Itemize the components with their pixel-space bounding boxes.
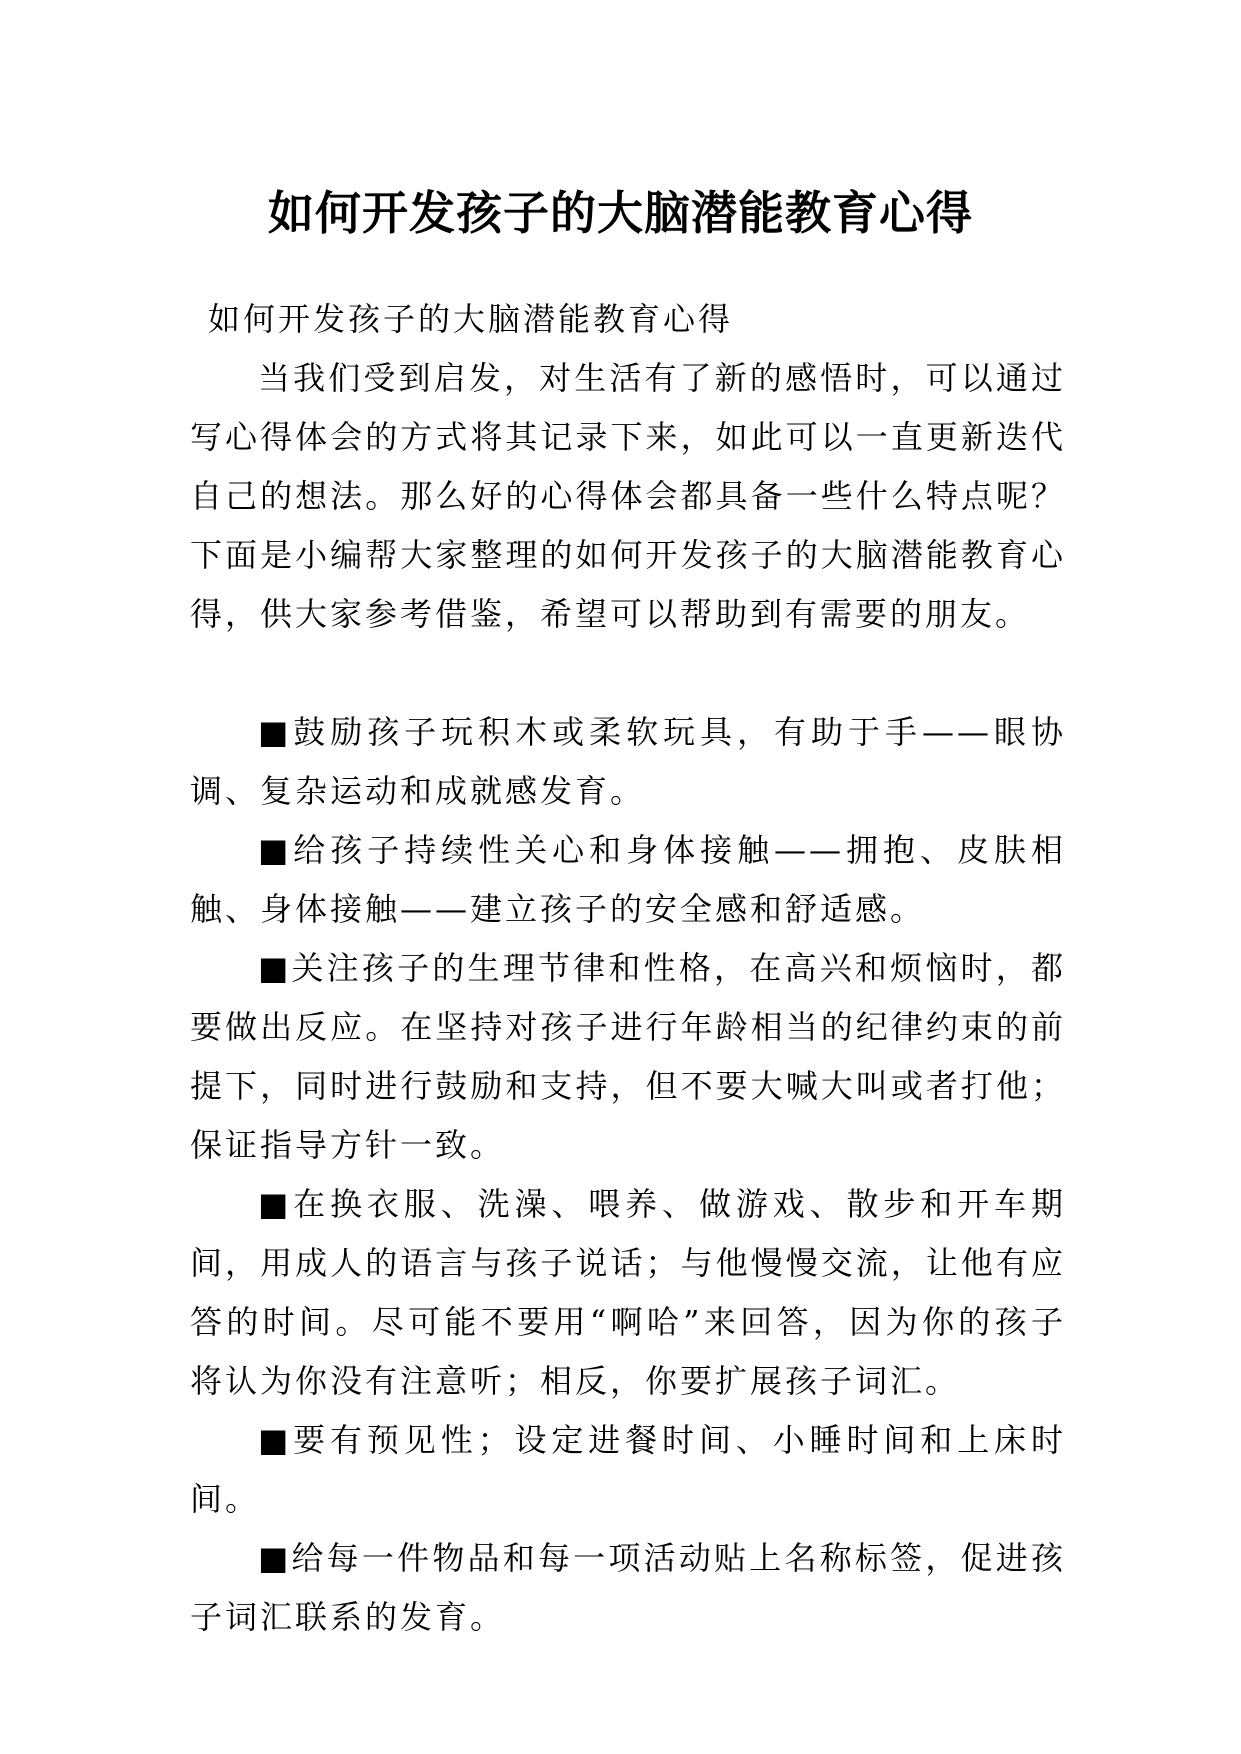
tip-paragraph: ■给孩子持续性关心和身体接触——拥抱、皮肤相触、身体接触——建立孩子的安全感和舒适感。 bbox=[190, 831, 1066, 928]
tip-paragraph: ■鼓励孩子玩积木或柔软玩具，有助于手——眼协调、复杂运动和成就感发育。 bbox=[190, 713, 1066, 810]
document-subtitle: 如何开发孩子的大脑潜能教育心得 bbox=[208, 300, 734, 338]
document-body bbox=[190, 290, 1066, 1647]
tip-paragraph: ■要有预见性；设定进餐时间、小睡时间和上床时间。 bbox=[190, 1421, 1066, 1518]
tip-paragraph: ■关注孩子的生理节律和性格，在高兴和烦恼时，都要做出反应。在坚持对孩子进行年龄相当的纪律约束的前提下，同时进行鼓励和支持，但不要大喊大叫或者打他；保证指导方针一致。 bbox=[190, 949, 1066, 1164]
intro-paragraph: 当我们受到启发，对生活有了新的感悟时，可以通过写心得体会的方式将其记录下来，如此可以一直更新迭代自己的想法。那么好的心得体会都具备一些什么特点呢？下面是小编帮大家整理的如何开发孩子的大脑潜能教育心得，供大家参考借鉴，希望可以帮助到有需要的朋友。 bbox=[190, 359, 1066, 633]
tip-paragraph: ■给每一件物品和每一项活动贴上名称标签，促进孩子词汇联系的发育。 bbox=[190, 1539, 1066, 1636]
paragraph-spacer bbox=[190, 644, 1066, 703]
document-title: 如何开发孩子的大脑潜能教育心得 bbox=[268, 185, 973, 240]
tip-paragraph: ■在换衣服、洗澡、喂养、做游戏、散步和开车期间，用成人的语言与孩子说话；与他慢慢交流，让他有应答的时间。尽可能不要用“啊哈”来回答，因为你的孩子将认为你没有注意听；相反，你要扩展孩子词汇。 bbox=[190, 1185, 1066, 1400]
